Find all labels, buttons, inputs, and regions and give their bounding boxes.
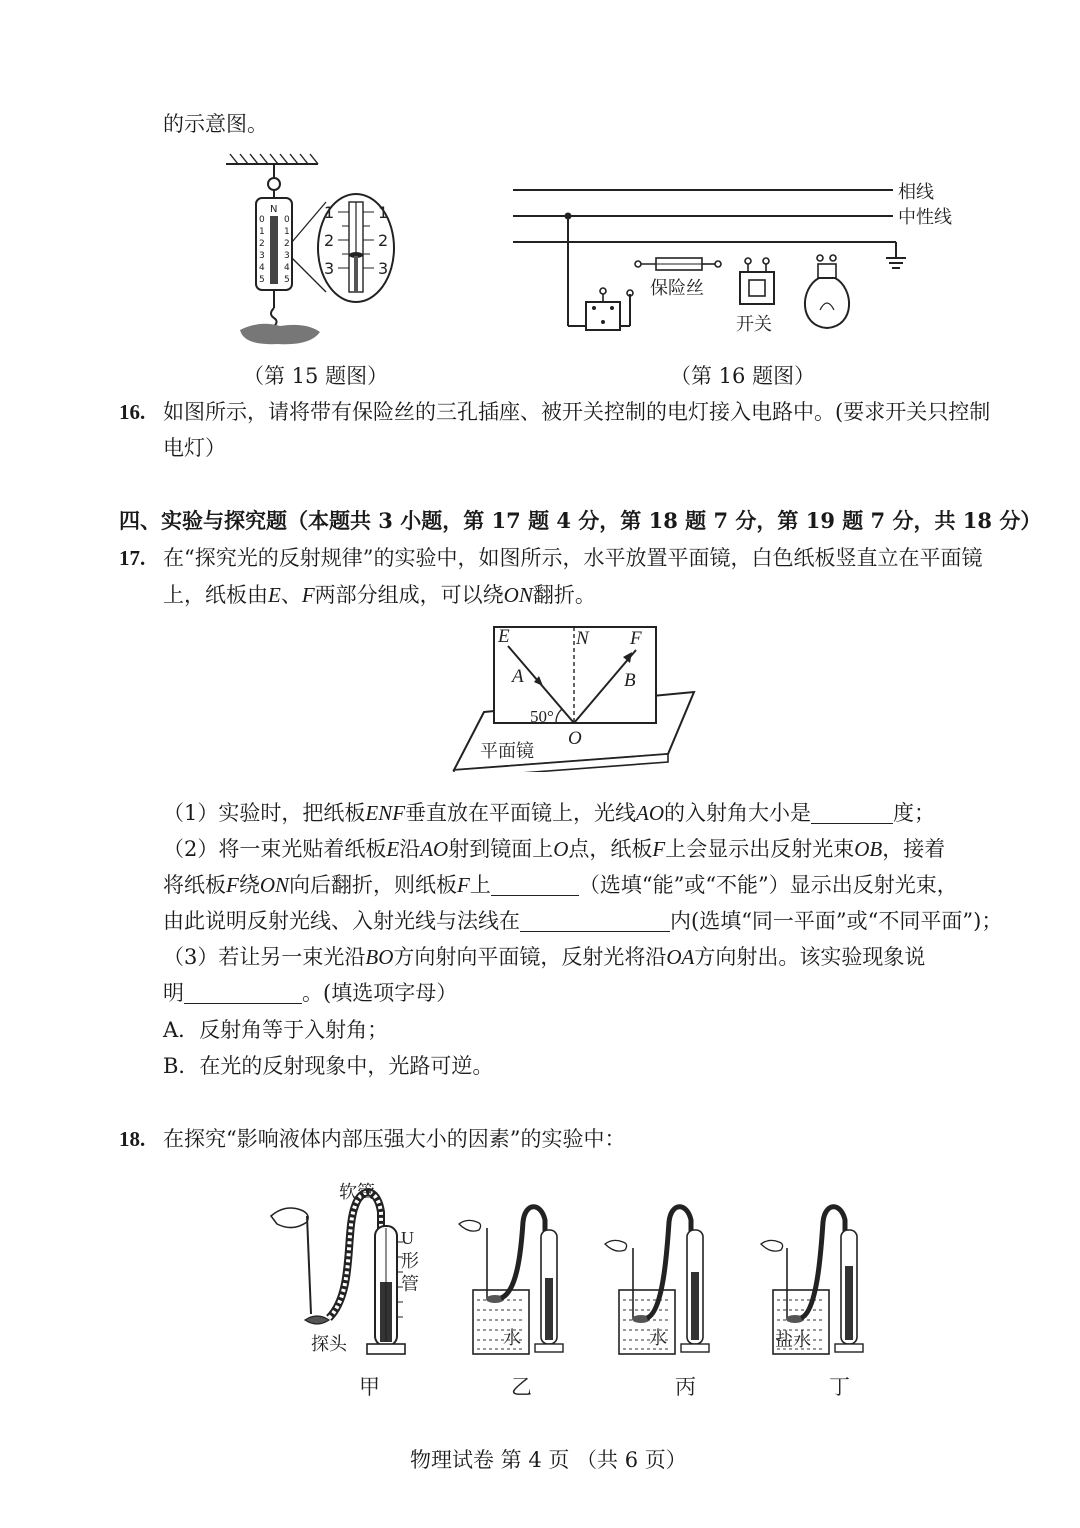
svg-text:3: 3 xyxy=(378,259,389,278)
svg-text:盐水: 盐水 xyxy=(775,1330,811,1351)
figure-15-spring-scale xyxy=(218,150,408,355)
svg-text:U: U xyxy=(401,1228,414,1248)
q17-part3-line2: 明 。(填选项字母） xyxy=(163,981,458,1005)
svg-text:2: 2 xyxy=(324,231,335,250)
question-17-line1: 在“探究光的反射规律”的实验中，如图所示，水平放置平面镜，白色纸板竖直立在平面镜 xyxy=(163,546,983,570)
figure-18-pressure xyxy=(265,1172,905,1412)
svg-text:4: 4 xyxy=(259,263,265,273)
page-footer: 物理试卷 第 4 页 （共 6 页） xyxy=(410,1448,687,1472)
svg-text:1: 1 xyxy=(259,227,265,237)
switch-label: 开关 xyxy=(736,314,772,335)
setup-ding xyxy=(761,1207,863,1399)
svg-text:水: 水 xyxy=(503,1328,521,1349)
svg-text:水: 水 xyxy=(649,1328,667,1349)
svg-text:管: 管 xyxy=(401,1274,419,1295)
hose-label: 软管 xyxy=(339,1182,375,1203)
setup-jia xyxy=(271,1182,419,1399)
q17-part3-line1: （3）若让另一束光沿BO方向射向平面镜，反射光将沿OA方向射出。该实验现象说 xyxy=(163,945,926,969)
svg-text:2: 2 xyxy=(284,239,290,249)
label-bing: 丙 xyxy=(675,1375,696,1399)
svg-text:形: 形 xyxy=(401,1251,419,1272)
q17-part2-line2: 将纸板F绕ON向后翻折，则纸板F上 （选填“能”或“不能”）显示出反射光束， xyxy=(163,873,958,897)
q17-part1: （1）实验时，把纸板ENF垂直放在平面镜上，光线AO的入射角大小是 度； xyxy=(163,801,936,825)
scale-top-label: N xyxy=(270,204,278,215)
question-18-number: 18. xyxy=(119,1127,146,1151)
question-18-text: 在探究“影响液体内部压强大小的因素”的实验中： xyxy=(163,1127,626,1151)
svg-text:0: 0 xyxy=(284,215,290,225)
answer-blank-4[interactable] xyxy=(184,979,302,1004)
svg-text:2: 2 xyxy=(378,231,389,250)
q17-part2-line1: （2）将一束光贴着纸板E沿AO射到镜面上O点，纸板F上会显示出反射光束OB，接着 xyxy=(163,837,946,861)
mirror-label: 平面镜 xyxy=(480,741,534,762)
answer-blank-2[interactable] xyxy=(491,871,579,896)
svg-text:1: 1 xyxy=(378,203,389,222)
figure-16-circuit xyxy=(508,176,958,346)
answer-blank-1[interactable] xyxy=(811,799,893,824)
question-17-line2: 上，纸板由E、F两部分组成，可以绕ON翻折。 xyxy=(163,583,596,607)
svg-text:3: 3 xyxy=(284,251,290,261)
option-A: A．反射角等于入射角； xyxy=(163,1018,389,1042)
neutral-wire-label: 中性线 xyxy=(898,207,952,228)
continuation-text: 的示意图。 xyxy=(163,112,268,136)
svg-text:2: 2 xyxy=(259,239,265,249)
label-F: F xyxy=(630,628,642,649)
figure-15-caption: （第 15 题图） xyxy=(243,364,389,388)
question-16-line2: 电灯） xyxy=(163,436,226,460)
label-A: A xyxy=(512,666,524,687)
svg-text:0: 0 xyxy=(259,215,265,225)
svg-text:1: 1 xyxy=(284,227,290,237)
label-yi: 乙 xyxy=(511,1375,532,1399)
setup-bing xyxy=(605,1207,709,1399)
setup-yi xyxy=(459,1207,563,1399)
label-ding: 丁 xyxy=(829,1375,850,1399)
answer-blank-3[interactable] xyxy=(520,907,670,932)
svg-text:1: 1 xyxy=(324,203,335,222)
probe-label: 探头 xyxy=(311,1334,347,1355)
section-4-heading: 四、实验与探究题（本题共 3 小题，第 17 题 4 分，第 18 题 7 分，第 19 题 7 分，共 18 分） xyxy=(119,508,1042,533)
label-B: B xyxy=(624,670,636,691)
angle-label: 50° xyxy=(530,707,554,726)
question-17-number: 17. xyxy=(119,546,146,570)
svg-text:5: 5 xyxy=(284,275,290,285)
svg-text:4: 4 xyxy=(284,263,290,273)
label-jia: 甲 xyxy=(359,1375,380,1399)
label-O: O xyxy=(568,728,582,749)
label-N: N xyxy=(576,628,589,649)
question-16-line1: 如图所示，请将带有保险丝的三孔插座、被开关控制的电灯接入电路中。(要求开关只控制 xyxy=(163,400,991,424)
figure-17-reflection xyxy=(448,622,698,772)
question-16-number: 16. xyxy=(119,400,146,424)
label-E: E xyxy=(498,626,510,647)
option-B: B．在光的反射现象中，光路可逆。 xyxy=(163,1054,494,1078)
svg-text:3: 3 xyxy=(324,259,335,278)
svg-text:3: 3 xyxy=(259,251,265,261)
figure-16-caption: （第 16 题图） xyxy=(670,364,816,388)
svg-text:5: 5 xyxy=(259,275,265,285)
fuse-label: 保险丝 xyxy=(650,278,704,299)
live-wire-label: 相线 xyxy=(898,182,934,203)
q17-part2-line3: 由此说明反射光线、入射光线与法线在 内(选填“同一平面”或“不同平面”)； xyxy=(163,909,1003,933)
